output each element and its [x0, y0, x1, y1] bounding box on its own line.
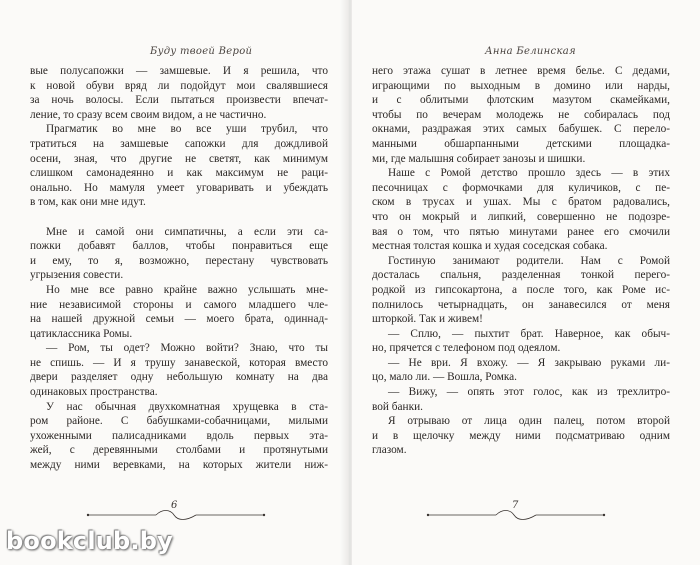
- text-line: досталась спальня, разделенная тонкой перего-: [372, 269, 670, 282]
- running-head-left: Буду твоей Верой: [150, 46, 253, 57]
- text-line: между ними веревками, на которых жители ниж-: [30, 459, 328, 472]
- text-line: и с облитыми флотским мазутом скамейками,: [372, 94, 670, 107]
- text-line: вые полусапожки — замшевые. И я решила, что: [30, 65, 328, 77]
- text-line: двери разделяет одну небольшую комнату на два: [30, 371, 328, 384]
- text-line: и ему, то я, возможно, перестану чувствовать: [30, 254, 328, 267]
- text-line: пожки добавят баллов, чтобы понравиться еще: [30, 240, 328, 253]
- page-number-left: 6: [171, 500, 178, 511]
- text-line: на нашей дружной семьи — моего брата, одиннад-: [30, 313, 328, 326]
- text-line: цатиклассника Ромы.: [30, 327, 133, 340]
- ornament-divider-left: [86, 508, 266, 522]
- text-line: одинаковых пространства.: [30, 386, 158, 399]
- text-line: ми, где малышня собирает занозы и шишки.: [372, 152, 586, 165]
- text-line: ром районе. С бабушками-собачницами, милыми: [30, 415, 328, 428]
- text-line: ском в трусах и ушах. Мы с братом радовались,: [372, 196, 670, 209]
- text-line: глазом.: [372, 444, 407, 457]
- text-line: родкой из гипсокартона, а после того, как Роме ис-: [372, 283, 670, 296]
- right-page: [352, 0, 700, 565]
- text-line: и в щелочку между ними подсматриваю одним: [372, 429, 670, 442]
- text-line: слишком самонадеянно и как максимум не раци-: [30, 167, 328, 180]
- text-line: жей, с деревянными столбами и протянутыми: [30, 444, 328, 457]
- text-line: вой банки.: [372, 400, 423, 413]
- text-line: цо, мало ли. — Вошла, Ромка.: [372, 371, 518, 384]
- watermark-logo: bookclub.by: [6, 527, 173, 555]
- text-line: к новой обуви вряд ли подойдут мои свалявшиеся: [30, 79, 328, 92]
- text-line: Наше с Ромой детство прошло здесь — в этих: [388, 167, 670, 180]
- text-line: что он мокрый и липкий, совершенно не подозре-: [372, 210, 670, 223]
- text-line: — Не ври. Я вхожу. — Я закрываю руками ли-: [388, 356, 670, 369]
- text-line: не спишь. — И я трушу занавеской, которая вместо: [30, 356, 328, 369]
- text-line: песочницах с формочками для куличиков, с пе-: [372, 181, 670, 194]
- text-line: играющими по выходным в домино или нарды,: [372, 79, 670, 92]
- left-page: [0, 0, 348, 565]
- text-line: шторкой. Так и живем!: [372, 313, 483, 326]
- text-line: — Вижу, — опять этот голос, как из трехлитро-: [388, 386, 670, 399]
- text-line: манными обшарпанными детскими площадка-: [372, 137, 670, 150]
- text-line: Но мне все равно крайне важно услышать мне-: [46, 283, 328, 296]
- text-line: в том, как они мне идут.: [30, 196, 146, 209]
- text-line: ние независимой стороны и самого младшего чле-: [30, 298, 328, 311]
- text-line: него этажа сушат в летнее время белье. С дедами,: [372, 65, 670, 77]
- text-line: угрызения совести.: [30, 269, 124, 282]
- running-head-right: Анна Белинская: [485, 46, 576, 57]
- text-line: Гостиную занимают родители. Нам с Ромой: [388, 254, 670, 267]
- text-line: чтобы по вечерам молодежь не собиралась под: [372, 108, 670, 121]
- text-line: онально. Но мамуля умеет уговаривать и убеждать: [30, 181, 328, 194]
- page-number-right: 7: [512, 500, 519, 511]
- text-line: вая о том, что пятью минутами ранее его смочили: [372, 225, 670, 238]
- text-line: — Ром, ты одет? Можно войти? Знаю, что ты: [46, 342, 328, 355]
- text-line: окнами, раздражая этих самых бабушек. С перело-: [372, 123, 670, 136]
- ornament-divider-right: [426, 508, 606, 522]
- text-line: Мне и самой они симпатичны, а если эти са-: [46, 225, 328, 238]
- text-line: [30, 210, 328, 225]
- text-line: местная толстая кошка и худая соседская собака.: [372, 240, 608, 253]
- text-line: осени, зная, что другие не светят, как минимум: [30, 152, 328, 165]
- text-line: — Сплю, — пыхтит брат. Наверное, как обыч-: [388, 327, 670, 340]
- text-line: тратиться на замшевые сапожки для дождливой: [30, 137, 328, 150]
- text-line: У нас обычная двухкомнатная хрущевка в ста-: [46, 400, 328, 413]
- text-line: за ночь волосы. Если пытаться произвести впечат-: [30, 94, 328, 107]
- left-page-text: [30, 64, 328, 473]
- text-line: но, прячется с телефоном под одеялом.: [372, 342, 561, 355]
- text-line: ление, то сразу всем своим видом, а не частично.: [30, 108, 267, 121]
- text-line: полнилось четырнадцать, он занавесился от меня: [372, 298, 670, 311]
- text-line: Я отрываю от лица один палец, потом второй: [388, 415, 670, 428]
- right-page-text: [372, 64, 670, 458]
- text-line: Прагматик во мне во все уши трубил, что: [46, 123, 328, 136]
- text-line: ухоженными палисадниками вдоль первых эта-: [30, 429, 328, 442]
